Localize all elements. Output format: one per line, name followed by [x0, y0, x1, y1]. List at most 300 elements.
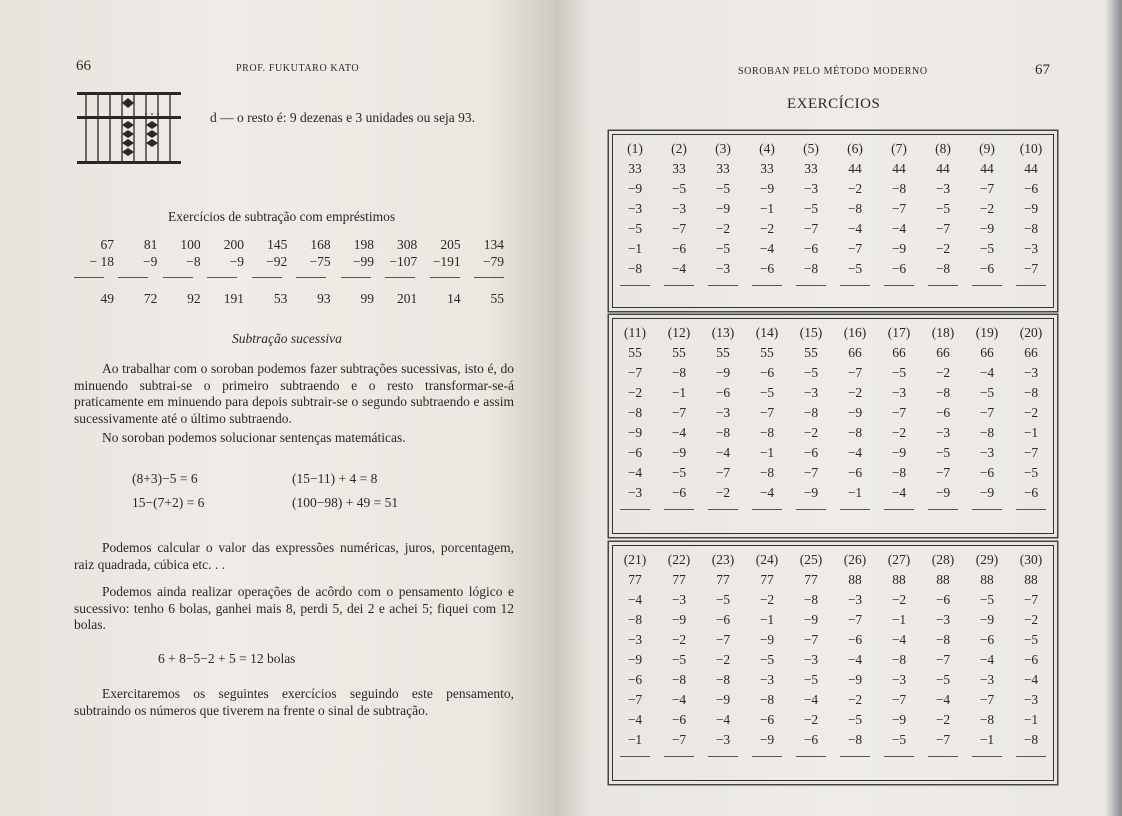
exercise-cell: −5 — [979, 592, 995, 607]
exercise-cell: 77 — [804, 572, 818, 587]
exercise-cell: −7 — [891, 405, 907, 420]
exercise-cell: 77 — [672, 572, 686, 587]
equation-4: (100−98) + 49 = 51 — [292, 495, 399, 510]
exercise-cell: −7 — [627, 692, 643, 707]
exercise-rule-row — [613, 281, 1053, 291]
exercise-cell: −3 — [979, 672, 995, 687]
exercise-cell: −5 — [935, 672, 951, 687]
exercise-cell: −6 — [979, 632, 995, 647]
exercise-cell: 44 — [892, 161, 906, 176]
exercise-cell: 88 — [1024, 572, 1038, 587]
exercise-cell: −2 — [803, 712, 819, 727]
exercise-value-row — [613, 672, 1053, 692]
exercise-value-row — [613, 485, 1053, 505]
exercise-cell: −8 — [935, 385, 951, 400]
exercise-cell: −7 — [979, 181, 995, 196]
exercise-cell: −9 — [935, 485, 951, 500]
exercise-value-row — [613, 465, 1053, 485]
exercise-cell: (23) — [711, 552, 735, 567]
exercise-cell: −4 — [847, 445, 863, 460]
exercise-cell: 33 — [760, 161, 774, 176]
exercise-value-row — [613, 632, 1053, 652]
exercise-cell: −3 — [627, 485, 643, 500]
exercise-number-row — [613, 325, 1053, 345]
exercise-cell: −2 — [715, 221, 731, 236]
exercise-cell: −4 — [627, 712, 643, 727]
exercise-cell: 33 — [628, 161, 642, 176]
exercise-value-row — [613, 425, 1053, 445]
exercise-cell: 55 — [716, 345, 730, 360]
equation-bolas: 6 + 8−5−2 + 5 = 12 bolas — [158, 651, 296, 666]
exercise-cell: −5 — [935, 201, 951, 216]
exercise-cell: −3 — [891, 385, 907, 400]
exercise-cell: −7 — [847, 365, 863, 380]
exercise-cell: −6 — [803, 241, 819, 256]
exercise-cell: −5 — [671, 181, 687, 196]
exercise-cell: −5 — [715, 592, 731, 607]
equation-1: (8+3)−5 = 6 — [132, 471, 198, 486]
exercise-cell: (16) — [843, 325, 867, 340]
exercise-cell: −4 — [715, 445, 731, 460]
exercise-cell: −4 — [627, 465, 643, 480]
exercise-cell: −8 — [1023, 221, 1039, 236]
exercise-cell: −6 — [715, 385, 731, 400]
exercise-cell: −9 — [979, 485, 995, 500]
exercise-cell: −4 — [759, 241, 775, 256]
exercise-cell: −9 — [627, 652, 643, 667]
exercise-cell: −5 — [803, 672, 819, 687]
exercise-cell: −1 — [891, 612, 907, 627]
exercise-cell: −8 — [671, 672, 687, 687]
exercise-value-row — [613, 161, 1053, 181]
exercise-cell: (2) — [671, 141, 687, 156]
exercise-cell: −6 — [1023, 652, 1039, 667]
exercise-cell: 88 — [936, 572, 950, 587]
exercise-cell: −2 — [935, 712, 951, 727]
exercise-cell: −9 — [715, 692, 731, 707]
exercise-cell: −7 — [671, 405, 687, 420]
exercise-cell: (7) — [891, 141, 907, 156]
exercise-cell: −7 — [847, 241, 863, 256]
exercise-cell: −6 — [671, 485, 687, 500]
exercise-cell: −7 — [935, 732, 951, 747]
exercise-cell: −3 — [803, 652, 819, 667]
exercise-cell: −3 — [671, 592, 687, 607]
exercise-cell: −8 — [671, 365, 687, 380]
exercise-cell: (10) — [1019, 141, 1043, 156]
exercise-cell: −8 — [891, 465, 907, 480]
exercise-cell: −6 — [935, 592, 951, 607]
exercise-value-row — [613, 652, 1053, 672]
exercise-cell: (19) — [975, 325, 999, 340]
exercise-cell: (8) — [935, 141, 951, 156]
exercise-cell: 88 — [980, 572, 994, 587]
exercise-cell: −9 — [715, 201, 731, 216]
exercise-cell: −5 — [759, 385, 775, 400]
exercise-value-row — [613, 201, 1053, 221]
exercise-cell: (27) — [887, 552, 911, 567]
exercise-cell: −8 — [803, 261, 819, 276]
exercise-value-row — [613, 712, 1053, 732]
exercise-cell: −9 — [979, 221, 995, 236]
exercise-cell: −8 — [979, 712, 995, 727]
paragraph-subtracao: Ao trabalhar com o soroban podemos fazer subtrações sucessivas, isto é, do minuendo subtrai-se o primeiro subtraendo e o resto transformar-se-á praticamente em minuendo para depois subtrair-se o segundo subtraendo e assim sucessivamente até o último subtraendo. — [74, 361, 514, 426]
exercise-cell: −4 — [979, 652, 995, 667]
exercise-cell: −4 — [671, 261, 687, 276]
exercise-cell: 55 — [804, 345, 818, 360]
exercise-cell: −5 — [935, 445, 951, 460]
exercise-cell: −9 — [671, 612, 687, 627]
exercise-cell: −5 — [627, 221, 643, 236]
exercise-cell: −6 — [891, 261, 907, 276]
exercise-cell: −3 — [935, 425, 951, 440]
exercise-cell: −6 — [671, 712, 687, 727]
exercise-cell: −8 — [847, 201, 863, 216]
exercise-box-2 — [612, 318, 1054, 534]
exercise-cell: −9 — [891, 241, 907, 256]
exercise-cell: −1 — [759, 201, 775, 216]
exercise-cell: −8 — [759, 465, 775, 480]
exercise-cell: (28) — [931, 552, 955, 567]
exercise-cell: −7 — [715, 465, 731, 480]
exercise-cell: −5 — [715, 241, 731, 256]
exercise-cell: −2 — [891, 425, 907, 440]
equation-2: (15−11) + 4 = 8 — [292, 471, 378, 486]
borrow-rule-row — [74, 271, 504, 285]
exercise-cell: −2 — [935, 365, 951, 380]
exercise-cell: −3 — [847, 592, 863, 607]
exercise-cell: (21) — [623, 552, 647, 567]
exercise-cell: −6 — [847, 465, 863, 480]
exercise-cell: −5 — [803, 365, 819, 380]
exercise-cell: −1 — [671, 385, 687, 400]
exercise-value-row — [613, 181, 1053, 201]
exercise-box-3 — [612, 545, 1054, 781]
exercise-cell: −8 — [715, 425, 731, 440]
exercise-cell: −4 — [671, 692, 687, 707]
exercise-cell: 33 — [804, 161, 818, 176]
exercise-cell: −8 — [891, 652, 907, 667]
exercise-cell: 77 — [716, 572, 730, 587]
exercise-cell: −7 — [671, 732, 687, 747]
exercise-cell: −3 — [759, 672, 775, 687]
exercise-cell: −6 — [1023, 181, 1039, 196]
exercise-cell: −4 — [627, 592, 643, 607]
exercise-cell: −3 — [935, 181, 951, 196]
exercise-cell: −5 — [979, 385, 995, 400]
exercise-cell: −3 — [627, 632, 643, 647]
exercise-cell: −5 — [759, 652, 775, 667]
exercise-cell: −9 — [891, 445, 907, 460]
exercise-cell: −7 — [935, 465, 951, 480]
exercise-rule-row — [613, 505, 1053, 515]
exercise-cell: −3 — [803, 385, 819, 400]
exercise-cell: 55 — [628, 345, 642, 360]
exercise-cell: −3 — [891, 672, 907, 687]
exercise-value-row — [613, 221, 1053, 241]
exercise-cell: −5 — [671, 652, 687, 667]
exercise-cell: −4 — [891, 221, 907, 236]
exercise-cell: −4 — [1023, 672, 1039, 687]
exercise-cell: −8 — [935, 632, 951, 647]
exercise-value-row — [613, 612, 1053, 632]
exercise-cell: (25) — [799, 552, 823, 567]
exercise-cell: −6 — [979, 261, 995, 276]
page-number-left: 66 — [76, 58, 91, 74]
exercise-cell: −8 — [803, 405, 819, 420]
exercise-cell: −8 — [803, 592, 819, 607]
exercise-cell: −8 — [847, 732, 863, 747]
exercise-rule-row — [613, 752, 1053, 762]
exercises-title: EXERCÍCIOS — [787, 96, 881, 112]
exercise-cell: −3 — [803, 181, 819, 196]
exercise-cell: −6 — [671, 241, 687, 256]
exercise-number-row — [613, 141, 1053, 161]
exercise-cell: −9 — [759, 181, 775, 196]
exercise-cell: −5 — [847, 261, 863, 276]
exercise-cell: −7 — [979, 405, 995, 420]
equation-3: 15−(7+2) = 6 — [132, 495, 205, 510]
exercise-cell: (12) — [667, 325, 691, 340]
exercise-cell: −5 — [979, 241, 995, 256]
exercise-cell: −9 — [979, 612, 995, 627]
borrow-exercises-title: Exercícios de subtração com empréstimos — [168, 209, 396, 224]
exercise-cell: −4 — [847, 652, 863, 667]
exercise-cell: −8 — [627, 261, 643, 276]
exercise-cell: −8 — [1023, 385, 1039, 400]
exercise-cell: (11) — [624, 325, 646, 340]
exercise-cell: (1) — [627, 141, 643, 156]
exercise-cell: −6 — [803, 732, 819, 747]
exercise-cell: −6 — [715, 612, 731, 627]
exercise-cell: −7 — [627, 365, 643, 380]
exercise-cell: −7 — [1023, 445, 1039, 460]
exercise-cell: −5 — [891, 732, 907, 747]
exercise-cell: −5 — [847, 712, 863, 727]
exercise-cell: −6 — [1023, 485, 1039, 500]
exercise-value-row — [613, 572, 1053, 592]
exercise-cell: (13) — [711, 325, 735, 340]
exercise-cell: −4 — [715, 712, 731, 727]
exercise-cell: (26) — [843, 552, 867, 567]
exercise-cell: −8 — [627, 405, 643, 420]
exercise-cell: (18) — [931, 325, 955, 340]
paragraph-sentencas: No soroban podemos solucionar sentenças matemáticas. — [102, 430, 406, 445]
exercise-value-row — [613, 405, 1053, 425]
exercise-cell: (4) — [759, 141, 775, 156]
exercise-cell: −3 — [979, 445, 995, 460]
exercise-cell: −9 — [803, 485, 819, 500]
exercise-cell: (15) — [799, 325, 823, 340]
exercise-box-1 — [612, 134, 1054, 308]
exercise-cell: (20) — [1019, 325, 1043, 340]
exercise-cell: −6 — [935, 405, 951, 420]
exercise-cell: −1 — [847, 485, 863, 500]
exercise-number-row — [613, 552, 1053, 572]
exercise-cell: (29) — [975, 552, 999, 567]
exercise-cell: −9 — [1023, 201, 1039, 216]
exercise-cell: −2 — [627, 385, 643, 400]
exercise-cell: 44 — [848, 161, 862, 176]
exercise-cell: −6 — [803, 445, 819, 460]
exercise-cell: −5 — [715, 181, 731, 196]
exercise-cell: 66 — [936, 345, 950, 360]
exercise-value-row — [613, 261, 1053, 281]
exercise-cell: 33 — [672, 161, 686, 176]
paragraph-expressoes: Podemos calcular o valor das expressões numéricas, juros, porcentagem, raiz quadrada, cúbica etc. . . — [74, 540, 514, 572]
section-title-subtracao: Subtração sucessiva — [232, 331, 342, 346]
exercise-cell: 66 — [848, 345, 862, 360]
exercise-cell: −3 — [935, 612, 951, 627]
exercise-cell: −7 — [935, 652, 951, 667]
exercise-box-1-grid — [613, 141, 1053, 291]
exercise-cell: 66 — [892, 345, 906, 360]
exercise-cell: −9 — [891, 712, 907, 727]
exercise-cell: −6 — [759, 712, 775, 727]
exercise-cell: −4 — [803, 692, 819, 707]
exercise-value-row — [613, 692, 1053, 712]
exercise-cell: −3 — [627, 201, 643, 216]
exercise-cell: (17) — [887, 325, 911, 340]
exercise-cell: −8 — [891, 181, 907, 196]
exercise-cell: (24) — [755, 552, 779, 567]
exercise-cell: (6) — [847, 141, 863, 156]
page-number-right: 67 — [1035, 62, 1050, 78]
exercise-cell: −4 — [935, 692, 951, 707]
exercise-cell: −2 — [847, 181, 863, 196]
exercise-cell: −9 — [715, 365, 731, 380]
exercise-cell: −2 — [935, 241, 951, 256]
exercise-cell: −8 — [979, 425, 995, 440]
exercise-cell: −6 — [627, 445, 643, 460]
exercise-cell: −5 — [1023, 465, 1039, 480]
exercise-cell: −9 — [671, 445, 687, 460]
exercise-cell: −1 — [759, 612, 775, 627]
exercise-cell: −3 — [1023, 365, 1039, 380]
exercise-cell: 44 — [980, 161, 994, 176]
borrow-top-row: 67 81 100 200 145 168 198 308 205 134 — [100, 237, 504, 252]
exercise-cell: −7 — [803, 465, 819, 480]
exercise-cell: −8 — [627, 612, 643, 627]
abacus-illustration — [76, 90, 182, 166]
exercise-cell: 77 — [628, 572, 642, 587]
exercise-cell: −1 — [1023, 712, 1039, 727]
exercise-cell: −7 — [979, 692, 995, 707]
exercise-cell: −7 — [715, 632, 731, 647]
exercise-cell: −7 — [1023, 261, 1039, 276]
exercise-cell: 55 — [760, 345, 774, 360]
paragraph-exercitaremos: Exercitaremos os seguintes exercícios seguindo este pensamento, subtraindo os números que tiverem na frente o sinal de subtração. — [74, 686, 514, 718]
exercise-cell: −6 — [627, 672, 643, 687]
exercise-cell: −8 — [715, 672, 731, 687]
exercise-cell: −3 — [715, 732, 731, 747]
exercise-box-2-grid — [613, 325, 1053, 515]
exercise-value-row — [613, 592, 1053, 612]
exercise-cell: −8 — [759, 425, 775, 440]
exercise-cell: 55 — [672, 345, 686, 360]
exercise-cell: −5 — [803, 201, 819, 216]
exercise-cell: −2 — [671, 632, 687, 647]
exercise-cell: −9 — [803, 612, 819, 627]
exercise-cell: 66 — [980, 345, 994, 360]
exercise-value-row — [613, 385, 1053, 405]
exercise-cell: −2 — [847, 692, 863, 707]
exercise-cell: −2 — [759, 592, 775, 607]
exercise-cell: 44 — [936, 161, 950, 176]
exercise-cell: −7 — [891, 201, 907, 216]
exercise-cell: −9 — [627, 181, 643, 196]
exercise-cell: −4 — [891, 485, 907, 500]
exercise-cell: −8 — [759, 692, 775, 707]
exercise-cell: −9 — [847, 405, 863, 420]
exercise-cell: −7 — [803, 221, 819, 236]
exercise-cell: −2 — [759, 221, 775, 236]
exercise-cell: −2 — [715, 652, 731, 667]
paragraph-pensamento: Podemos ainda realizar operações de acôrdo com o pensamento lógico e sucessivo: tenho 6 bolas, ganhei mais 8, perdi 5, dei 2 e achei 5; fiquei com 12 bolas. — [74, 584, 514, 632]
exercise-cell: −6 — [759, 261, 775, 276]
exercise-value-row — [613, 732, 1053, 752]
exercise-cell: −4 — [847, 221, 863, 236]
exercise-cell: −2 — [891, 592, 907, 607]
exercise-cell: −4 — [759, 485, 775, 500]
exercise-cell: −8 — [847, 425, 863, 440]
exercise-cell: (22) — [667, 552, 691, 567]
exercise-cell: −1 — [627, 732, 643, 747]
exercise-cell: −6 — [847, 632, 863, 647]
exercise-box-3-grid — [613, 552, 1053, 762]
exercise-cell: 33 — [716, 161, 730, 176]
exercise-cell: −1 — [979, 732, 995, 747]
exercise-cell: −9 — [759, 632, 775, 647]
exercise-cell: −6 — [979, 465, 995, 480]
exercise-cell: −1 — [1023, 425, 1039, 440]
exercise-cell: −9 — [847, 672, 863, 687]
borrow-result-row: 49 72 92 191 53 93 99 201 14 55 — [100, 291, 504, 306]
exercise-cell: −9 — [627, 425, 643, 440]
exercise-cell: −2 — [1023, 612, 1039, 627]
exercise-cell: 44 — [1024, 161, 1038, 176]
exercise-cell: −3 — [1023, 241, 1039, 256]
borrow-sub-row: − 18 −9 −8 −9 −92 −75 −99 −107 −191 −79 — [89, 254, 504, 269]
exercise-cell: −3 — [715, 261, 731, 276]
exercise-cell: (9) — [979, 141, 995, 156]
exercise-cell: −2 — [1023, 405, 1039, 420]
exercise-cell: −8 — [1023, 732, 1039, 747]
exercise-cell: (14) — [755, 325, 779, 340]
exercise-value-row — [613, 345, 1053, 365]
exercise-cell: 88 — [848, 572, 862, 587]
exercise-cell: −7 — [935, 221, 951, 236]
exercise-cell: −3 — [1023, 692, 1039, 707]
exercise-cell: (3) — [715, 141, 731, 156]
running-head-left: PROF. FUKUTARO KATO — [236, 63, 360, 74]
exercise-cell: −3 — [715, 405, 731, 420]
exercise-cell: −2 — [715, 485, 731, 500]
exercise-cell: −2 — [803, 425, 819, 440]
exercise-cell: −5 — [1023, 632, 1039, 647]
exercise-cell: −7 — [671, 221, 687, 236]
left-page — [0, 0, 555, 816]
exercise-cell: 88 — [892, 572, 906, 587]
exercise-cell: −4 — [891, 632, 907, 647]
exercise-cell: −3 — [671, 201, 687, 216]
exercise-cell: 66 — [1024, 345, 1038, 360]
exercise-cell: −9 — [759, 732, 775, 747]
exercise-cell: 77 — [760, 572, 774, 587]
exercise-cell: −5 — [891, 365, 907, 380]
exercise-cell: −7 — [1023, 592, 1039, 607]
exercise-cell: −8 — [935, 261, 951, 276]
